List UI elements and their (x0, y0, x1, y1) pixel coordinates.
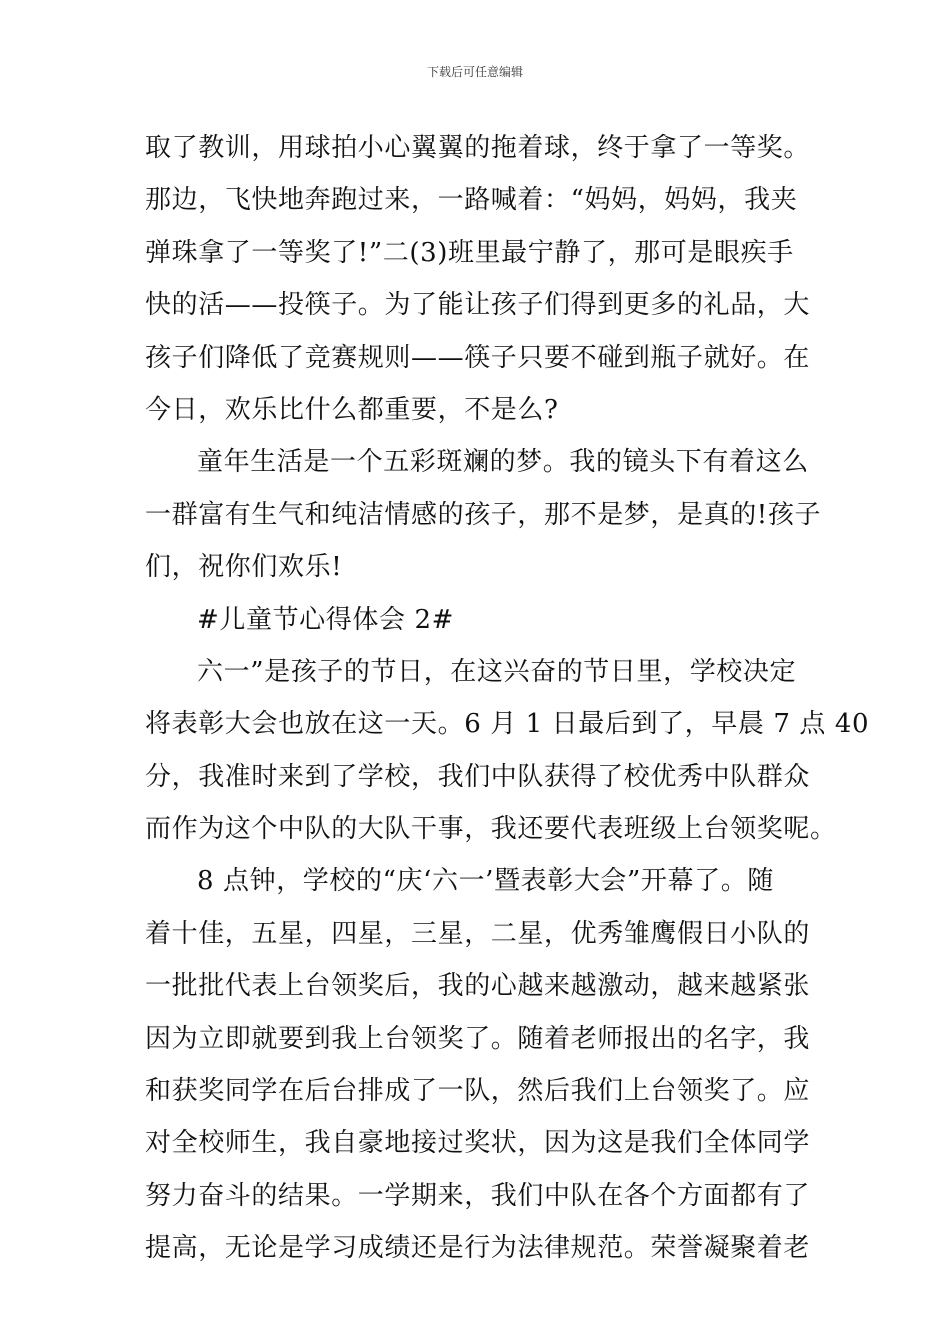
text-line: 因为立即就要到我上台领奖了。随着老师报出的名字，我 (145, 1023, 811, 1054)
paragraph-start-line: 8 点钟，学校的“庆‘六一’暨表彰大会”开幕了。随 (197, 866, 774, 897)
text-line: 对全校师生，我自豪地接过奖状，因为这是我们全体同学 (145, 1128, 811, 1159)
section-heading: #儿童节心得体会 2# (197, 604, 454, 635)
text-line: 孩子们降低了竞赛规则——筷子只要不碰到瓶子就好。在 (145, 342, 811, 373)
text-line: 今日，欢乐比什么都重要，不是么? (145, 394, 559, 425)
text-line: 分，我准时来到了学校，我们中队获得了校优秀中队群众 (145, 761, 811, 792)
text-line: 那边，飞快地奔跑过来，一路喊着：“妈妈，妈妈，我夹 (145, 185, 798, 216)
text-line: 而作为这个中队的大队干事，我还要代表班级上台领奖呢。 (145, 814, 837, 845)
text-line: 们，祝你们欢乐! (145, 552, 343, 583)
paragraph-start-line: 童年生活是一个五彩斑斓的梦。我的镜头下有着这么 (197, 447, 809, 478)
text-line: 和获奖同学在后台排成了一队，然后我们上台领奖了。应 (145, 1076, 811, 1107)
text-line: 快的活——投筷子。为了能让孩子们得到更多的礼品，大 (145, 290, 811, 321)
text-line: 一批批代表上台领奖后，我的心越来越激动，越来越紧张 (145, 971, 811, 1002)
text-line: 提高，无论是学习成绩还是行为法律规范。荣誉凝聚着老 (145, 1233, 811, 1264)
paragraph-start-line: 六一”是孩子的节日，在这兴奋的节日里，学校决定 (197, 656, 797, 687)
page-header: 下载后可任意编辑 (426, 65, 523, 79)
text-line: 着十佳，五星，四星，三星，二星，优秀雏鹰假日小队的 (145, 918, 811, 949)
text-line: 取了教训，用球拍小心翼翼的拖着球，终于拿了一等奖。 (145, 133, 811, 163)
text-line: 将表彰大会也放在这一天。6 月 1 日最后到了，早晨 7 点 40 (145, 709, 870, 740)
text-line: 一群富有生气和纯洁情感的孩子，那不是梦，是真的!孩子 (145, 499, 822, 530)
text-line: 努力奋斗的结果。一学期来，我们中队在各个方面都有了 (145, 1180, 811, 1211)
text-line: 弹珠拿了一等奖了!”二(3)班里最宁静了，那可是眼疾手 (145, 237, 794, 268)
document-body (145, 122, 870, 1275)
